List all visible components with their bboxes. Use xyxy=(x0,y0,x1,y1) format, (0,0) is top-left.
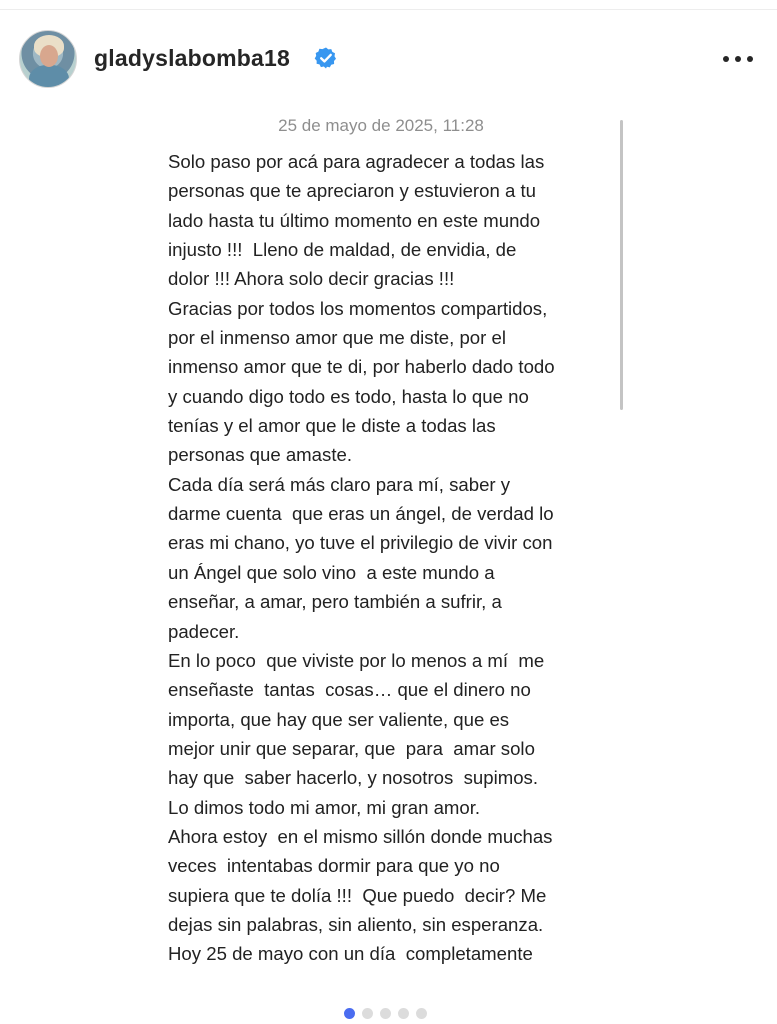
note-line: padecer. xyxy=(168,620,240,642)
carousel-indicator xyxy=(344,1008,444,1020)
note-line: personas que amaste. xyxy=(168,444,352,466)
note-line: eras mi chano, yo tuve el privilegio de vivir con xyxy=(168,532,553,554)
note-line: enseñar, a amar, pero también a sufrir, a xyxy=(168,591,502,613)
verified-badge-icon xyxy=(314,46,338,70)
note-line: enseñaste tantas cosas… que el dinero no xyxy=(168,679,531,701)
note-date: 25 de mayo de 2025, 11:28 xyxy=(278,116,484,135)
post-header xyxy=(0,28,777,90)
carousel-dot[interactable] xyxy=(398,1008,409,1019)
note-line: lado hasta tu último momento en este mundo xyxy=(168,209,541,231)
scrollbar[interactable] xyxy=(620,120,623,410)
username[interactable]: gladyslabomba18 xyxy=(94,45,291,71)
more-options-icon[interactable] xyxy=(718,47,758,71)
note-line: En lo poco que viviste por lo menos a mí me xyxy=(168,649,545,671)
note-line: mejor unir que separar, que para amar solo xyxy=(168,737,535,759)
note-line: Gracias por todos los momentos compartidos, xyxy=(168,297,548,319)
note-line: dejas sin palabras, sin aliento, sin esperanza. xyxy=(168,913,544,935)
note-body xyxy=(168,147,618,969)
note-line: hay que saber hacerlo, y nosotros supimos. xyxy=(168,767,539,789)
carousel-dot[interactable] xyxy=(416,1008,427,1019)
note-line: personas que te apreciaron y estuvieron a tu xyxy=(168,180,536,202)
note-line: Lo dimos todo mi amor, mi gran amor. xyxy=(168,796,481,818)
avatar[interactable] xyxy=(19,30,77,88)
note-line: darme cuenta que eras un ángel, de verdad lo xyxy=(168,503,554,525)
top-divider xyxy=(0,0,777,10)
note-line: dolor !!! Ahora solo decir gracias !!! xyxy=(168,268,455,290)
carousel-dot[interactable] xyxy=(380,1008,391,1019)
carousel-dot[interactable] xyxy=(362,1008,373,1019)
note-line: un Ángel que solo vino a este mundo a xyxy=(168,561,495,583)
note-line: Solo paso por acá para agradecer a todas las xyxy=(168,151,545,172)
note-line: inmenso amor que te di, por haberlo dado todo xyxy=(168,356,555,378)
note-line: y cuando digo todo es todo, hasta lo que no xyxy=(168,385,529,407)
note-line: tenías y el amor que le diste a todas las xyxy=(168,415,496,437)
note-line: veces intentabas dormir para que yo no xyxy=(168,855,500,877)
note-line: Ahora estoy en el mismo sillón donde muchas xyxy=(168,825,553,847)
note-line: supiera que te dolía !!! Que puedo decir? Me xyxy=(168,884,547,906)
note-line: importa, que hay que ser valiente, que es xyxy=(168,708,510,730)
note-line: injusto !!! Lleno de maldad, de envidia, de xyxy=(168,239,517,261)
carousel-dot[interactable] xyxy=(344,1008,355,1019)
note-line: Cada día será más claro para mí, saber y xyxy=(168,473,511,495)
note-line: Hoy 25 de mayo con un día completamente xyxy=(168,943,533,965)
note-line: por el inmenso amor que me diste, por el xyxy=(168,327,506,349)
